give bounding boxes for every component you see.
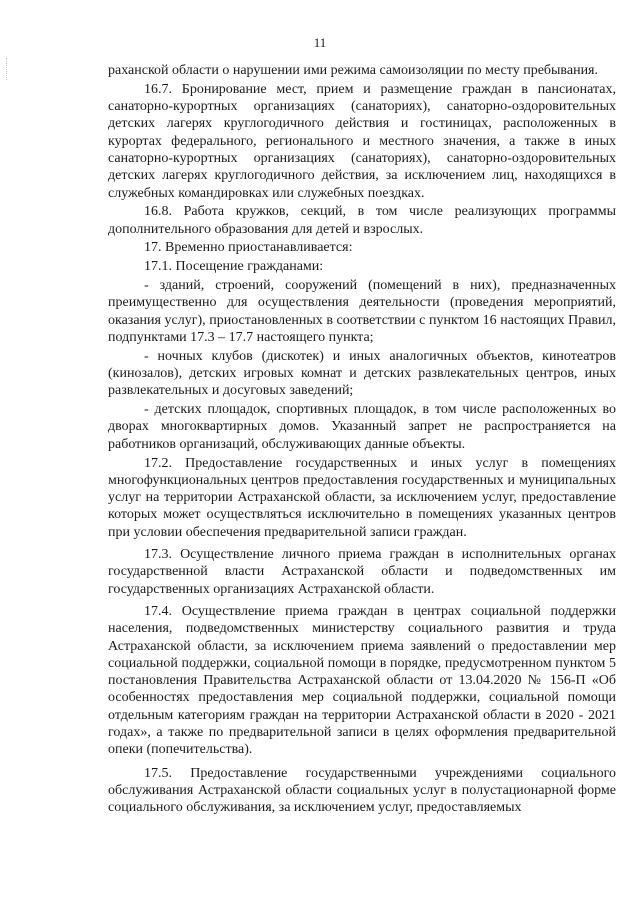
list-item-night-clubs: - ночных клубов (дискотек) и иных аналогичных объектов, кинотеатров (кинозалов), детских игровых комнат и детских развлекательных центров, иных развлекательных и досуговых заведений; xyxy=(108,348,616,399)
scan-margin-mark xyxy=(6,58,9,80)
paragraph-continuation: раханской области о нарушении ими режима самоизоляции по месту пребывания. xyxy=(108,63,598,78)
body-text xyxy=(108,62,616,818)
paragraph-17: 17. Временно приостанавливается: xyxy=(144,240,353,256)
list-item-buildings: - зданий, строений, сооружений (помещений в них), предназначенных преимущественно для осуществления деятельности (проведения мероприятий, оказания услуг), приостановленных в соответствии с пунктом 16 настоящих Правил, подпунктами 17.3 – 17.7 настоящего пункта; xyxy=(108,278,616,345)
paragraph-16-8: 16.8. Работа кружков, секций, в том числе реализующих программы дополнительного образования для детей и взрослых. xyxy=(108,204,616,237)
paragraph-17-4: 17.4. Осуществление приема граждан в центрах социальной поддержки населения, подведомственных министерству социального развития и труда Астраханской области, за исключением приема заявлений о предоставлении мер социальной поддержки, социальной помощи в порядке, предусмотренном пунктом 5 постановления Правительства Астраханской области от 13.04.2020 № 156-П «Об особенностях предоставления мер социальной поддержки, социальной помощи отдельным категориям граждан на территории Астраханской области в 2020 - 2021 годах», а также по предварительной записи в целях оформления предварительной опеки (попечительства). xyxy=(108,603,616,758)
paragraph-16-7: 16.7. Бронирование мест, прием и размещение граждан в пансионатах, санаторно-курортных организациях (санаториях), санаторно-оздоровительных детских лагерях круглогодичного действия и гостиницах, расположенных в курортах федерального, регионального и местного значения, а также в иных санаторно-курортных организациях (санаториях), санаторно-оздоровительных детских лагерях круглогодичного действия, за исключением лиц, находящихся в служебных командировках или служебных поездках. xyxy=(108,81,616,201)
paragraph-17-3: 17.3. Осуществление личного приема граждан в исполнительных органах государственной власти Астраханской области и подведомственных им государственных организациях Астраханской области. xyxy=(108,547,616,597)
paragraph-17-2: 17.2. Предоставление государственных и иных услуг в помещениях многофункциональных центров предоставления государственных и муниципальных услуг на территории Астраханской области, за исключением услуг, предоставление которых может осуществляться исключительно в помещениях указанных центров при условии обеспечения предварительной записи граждан. xyxy=(108,455,616,540)
paragraph-17-1: 17.1. Посещение гражданами: xyxy=(144,259,324,275)
paragraph-17-5: 17.5. Предоставление государственными учреждениями социального обслуживания Астраханской области социальных услуг в полустационарной форме социального обслуживания, за исключением услуг, предоставляемых xyxy=(108,765,616,816)
page-number: 11 xyxy=(313,35,327,50)
list-item-playgrounds: - детских площадок, спортивных площадок, в том числе расположенных во дворах многоквартирных домов. Указанный запрет не распространяется на работников организаций, обслуживающих данные объекты. xyxy=(108,402,616,452)
